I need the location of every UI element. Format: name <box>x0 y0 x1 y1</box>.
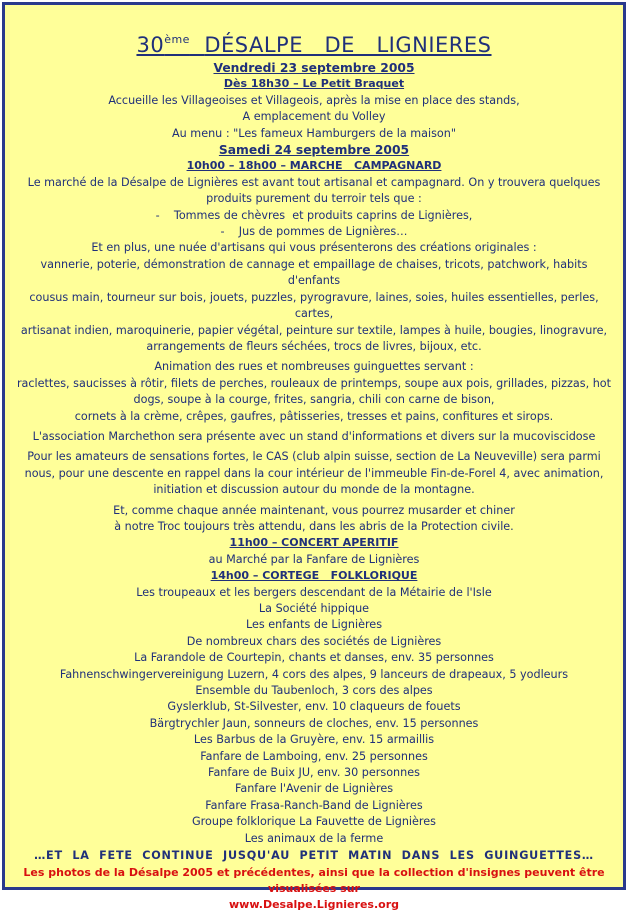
concert-line: au Marché par la Fanfare de Lignières <box>208 552 420 566</box>
title-number: 30 <box>136 33 165 57</box>
market-item: - Jus de pommes de Lignières… <box>220 225 408 239</box>
cas-line: Pour les amateurs de sensations fortes, le CAS (club alpin suisse, section de La Neuveville) sera parmi <box>27 450 601 464</box>
market-more: arrangements de fleurs séchées, trocs de livres, bijoux, etc. <box>146 339 482 353</box>
cortege-item: Ensemble du Taubenloch, 3 cors des alpes <box>195 684 433 698</box>
cortege-item: Gyslerklub, St-Silvester, env. 10 claqueurs de fouets <box>167 700 461 714</box>
website-link[interactable]: www.Desalpe.Lignieres.org <box>229 898 399 912</box>
association-line: L'association Marchethon sera présente avec un stand d'informations et divers sur la mucoviscidose <box>32 429 596 443</box>
cortege-item: Fahnenschwingervereinigung Luzern, 4 cors des alpes, 9 lanceurs de drapeaux, 5 yodleurs <box>59 667 569 681</box>
friday-time: Dès 18h30 – Le Petit Braquet <box>223 77 405 91</box>
cortege-item: Fanfare Frasa-Ranch-Band de Lignières <box>205 798 423 812</box>
poster-content <box>13 27 615 914</box>
photos-line: Les photos de la Désalpe 2005 et précédentes, ainsi que la collection d'insignes peuvent être visualisées sur <box>23 865 605 895</box>
friday-line: A emplacement du Volley <box>242 110 386 124</box>
cortege-item: Les animaux de la ferme <box>244 831 384 845</box>
market-intro: produits purement du terroir tels que : <box>206 192 422 206</box>
market-time: 10h00 – 18h00 – MARCHE CAMPAGNARD <box>186 159 442 173</box>
saturday-heading: Samedi 24 septembre 2005 <box>218 143 410 158</box>
closing-line: …ET LA FETE CONTINUE JUSQU'AU PETIT MATIN DANS LES GUINGUETTES… <box>34 849 594 863</box>
cortege-item: La Farandole de Courtepin, chants et danses, env. 35 personnes <box>134 651 494 665</box>
market-more: Et en plus, une nuée d'artisans qui vous présenterons des créations originales : <box>91 241 537 255</box>
market-more: cousus main, tourneur sur bois, jouets, puzzles, pyrogravure, laines, soies, huiles essentielles, perles, cartes, <box>29 290 599 321</box>
market-more: vannerie, poterie, démonstration de cannage et empaillage de chaises, tricots, patchwork, habits d'enfants <box>40 257 588 288</box>
title-text: DÉSALPE DE LIGNIERES <box>204 33 492 57</box>
friday-line: Au menu : "Les fameux Hamburgers de la maison" <box>172 126 456 140</box>
cortege-item: Les Barbus de la Gruyère, env. 15 armaillis <box>193 733 435 747</box>
troc-line: Et, comme chaque année maintenant, vous pourrez musarder et chiner <box>113 503 515 517</box>
cortege-item: Fanfare l'Avenir de Lignières <box>234 782 394 796</box>
cortege-item: De nombreux chars des sociétés de Lignières <box>186 634 442 648</box>
friday-heading: Vendredi 23 septembre 2005 <box>213 61 415 75</box>
title-suffix: ème <box>164 33 190 46</box>
cortege-item: Les troupeaux et les bergers descendant de la Métairie de l'Isle <box>136 585 492 599</box>
animation-line: Animation des rues et nombreuses guinguettes servant : <box>154 360 474 374</box>
friday-line: Accueille les Villageoises et Villageois, après la mise en place des stands, <box>108 93 520 107</box>
cortege-item: Les enfants de Lignières <box>245 618 383 632</box>
troc-line: à notre Troc toujours très attendu, dans les abris de la Protection civile. <box>114 519 514 533</box>
page-title <box>13 27 615 58</box>
cortege-item: Fanfare de Lamboing, env. 25 personnes <box>200 749 428 763</box>
market-intro: Le marché de la Désalpe de Lignières est avant tout artisanal et campagnard. On y trouvera quelques <box>27 175 601 189</box>
animation-line: dogs, soupe à la courge, frites, sangria, chili con carne de bison, <box>133 393 495 407</box>
animation-line: cornets à la crème, crêpes, gaufres, pâtisseries, tresses et pains, confitures et sirops. <box>74 409 554 423</box>
cortege-time: 14h00 – CORTEGE FOLKLORIQUE <box>210 569 418 583</box>
concert-time: 11h00 – CONCERT APERITIF <box>229 536 399 550</box>
cas-line: nous, pour une descente en rappel dans la cour intérieur de l'immeuble Fin-de-Forel 4, avec animation, <box>24 466 604 480</box>
cortege-item: Fanfare de Buix JU, env. 30 personnes <box>208 766 420 780</box>
market-more: artisanat indien, maroquinerie, papier végétal, peinture sur textile, lampes à huile, bougies, linogravure, <box>20 323 608 337</box>
poster-frame <box>2 2 626 912</box>
animation-line: raclettes, saucisses à rôtir, filets de perches, rouleaux de printemps, soupe aux pois, grillades, pizzas, hot <box>16 376 612 390</box>
cortege-item: Groupe folklorique La Fauvette de Lignières <box>191 815 436 829</box>
cortege-item: Bärgtrychler Jaun, sonneurs de cloches, env. 15 personnes <box>149 716 479 730</box>
market-item: - Tommes de chèvres et produits caprins de Lignières, <box>155 208 473 222</box>
cortege-item: La Société hippique <box>258 602 370 615</box>
cas-line: initiation et discussion autour du monde de la montagne. <box>153 483 475 497</box>
